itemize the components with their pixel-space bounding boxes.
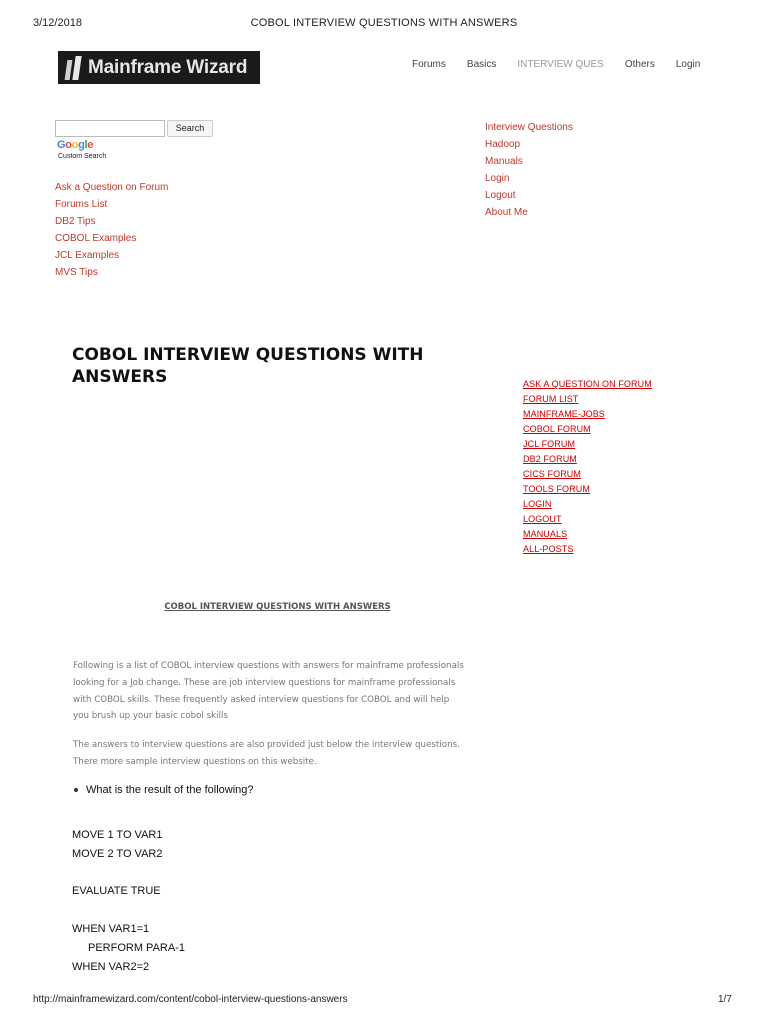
question-bullet xyxy=(74,784,254,796)
side-link-cobol-forum[interactable]: COBOL FORUM xyxy=(523,424,591,434)
question-text: What is the result of the following? xyxy=(86,784,254,796)
answers-paragraph: The answers to interview questions are also provided just below the interview questions. There more sample interview questions on this website. xyxy=(73,740,460,767)
article-subheading[interactable]: COBOL INTERVIEW QUESTIONS WITH ANSWERS xyxy=(164,602,391,612)
nav-item-login[interactable]: Login xyxy=(675,59,701,70)
code-line: WHEN VAR1=1 xyxy=(72,923,150,935)
link-ask-question[interactable]: Ask a Question on Forum xyxy=(55,182,169,193)
logo-text: Mainframe Wizard xyxy=(88,56,248,78)
link-forums-list[interactable]: Forums List xyxy=(55,199,108,210)
side-link-jcl-forum[interactable]: JCL FORUM xyxy=(523,439,576,449)
side-link-manuals[interactable]: MANUALS xyxy=(523,529,568,539)
right-link-list xyxy=(485,121,573,223)
link-hadoop[interactable]: Hadoop xyxy=(485,139,521,150)
link-cobol-examples[interactable]: COBOL Examples xyxy=(55,233,137,244)
side-link-list xyxy=(523,378,652,558)
link-mvs-tips[interactable]: MVS Tips xyxy=(55,267,98,278)
bullet-dot-icon xyxy=(74,788,78,792)
site-logo[interactable] xyxy=(58,51,260,84)
nav-item-basics[interactable]: Basics xyxy=(466,59,497,70)
link-jcl-examples[interactable]: JCL Examples xyxy=(55,250,120,261)
nav-item-forums[interactable]: Forums xyxy=(412,59,446,70)
search-button[interactable]: Search xyxy=(167,120,213,137)
code-line: PERFORM PARA-1 xyxy=(88,942,185,954)
side-link-mainframe-jobs[interactable]: MAINFRAME-JOBS xyxy=(523,409,605,419)
print-page-number: 1/7 xyxy=(718,994,732,1005)
side-link-tools-forum[interactable]: TOOLS FORUM xyxy=(523,484,590,494)
side-link-login[interactable]: LOGIN xyxy=(523,499,552,509)
print-date: 3/12/2018 xyxy=(33,17,82,29)
print-url: http://mainframewizard.com/content/cobol-interview-questions-answers xyxy=(33,994,348,1005)
side-link-ask-question[interactable]: ASK A QUESTION ON FORUM xyxy=(523,379,652,389)
side-link-all-posts[interactable]: ALL-POSTS xyxy=(523,544,574,554)
code-line: MOVE 2 TO VAR2 xyxy=(72,848,163,860)
link-interview-questions[interactable]: Interview Questions xyxy=(485,122,573,133)
side-link-logout[interactable]: LOGOUT xyxy=(523,514,562,524)
side-link-cics-forum[interactable]: CICS FORUM xyxy=(523,469,581,479)
page-title: COBOL INTERVIEW QUESTIONS WITH ANSWERS xyxy=(72,345,424,387)
left-link-list xyxy=(55,181,168,283)
print-title: COBOL INTERVIEW QUESTIONS WITH ANSWERS xyxy=(250,17,518,29)
code-line: MOVE 1 TO VAR1 xyxy=(72,829,163,841)
google-logo: Google xyxy=(57,139,94,151)
code-line: EVALUATE TRUE xyxy=(72,885,161,897)
side-link-forum-list[interactable]: FORUM LIST xyxy=(523,394,579,404)
link-logout[interactable]: Logout xyxy=(485,190,516,201)
link-about-me[interactable]: About Me xyxy=(485,207,528,218)
search-input[interactable] xyxy=(55,120,165,137)
custom-search-caption: Custom Search xyxy=(58,153,107,160)
nav-item-others[interactable]: Others xyxy=(624,59,655,70)
code-line: WHEN VAR2=2 xyxy=(72,961,150,973)
intro-paragraph: Following is a list of COBOL interview questions with answers for mainframe professionals looking for a Job change. These are job interview questions for mainframe professionals with COBOL skills. These frequently asked interview questions for COBOL and will help you brush up your basic cobol skills xyxy=(73,661,464,722)
link-manuals[interactable]: Manuals xyxy=(485,156,523,167)
nav-item-interview-ques[interactable]: INTERVIEW QUES xyxy=(517,59,604,70)
logo-mark-icon xyxy=(64,56,84,80)
side-link-db2-forum[interactable]: DB2 FORUM xyxy=(523,454,577,464)
link-db2-tips[interactable]: DB2 Tips xyxy=(55,216,96,227)
top-nav xyxy=(412,59,721,70)
link-login[interactable]: Login xyxy=(485,173,510,184)
